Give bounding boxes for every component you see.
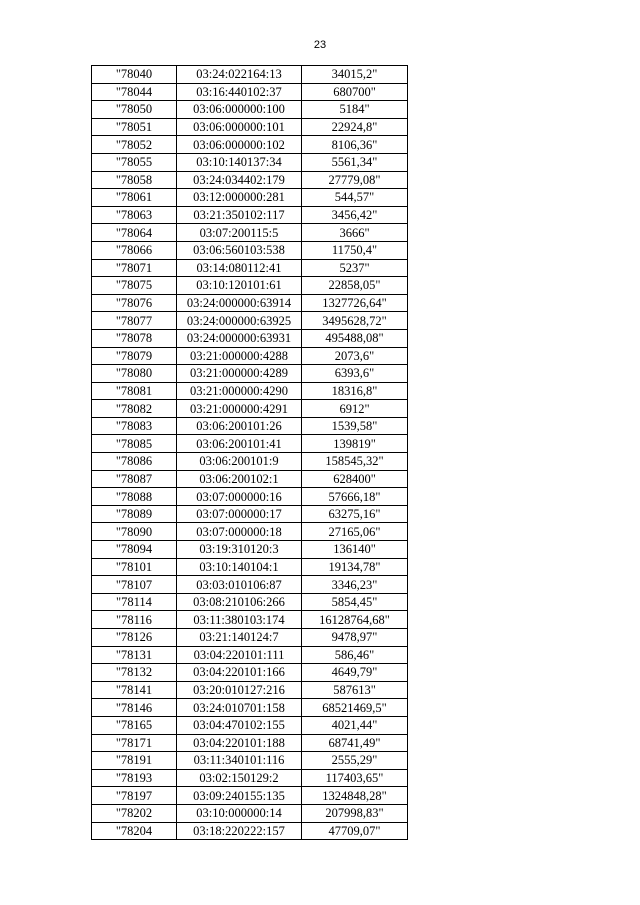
record-id-cell: "78204: [92, 822, 177, 840]
record-id-cell: "78090: [92, 523, 177, 541]
cadastral-number-cell: 03:10:140104:1: [177, 558, 302, 576]
value-cell: 136140": [302, 541, 408, 559]
record-id-cell: "78081: [92, 382, 177, 400]
cadastral-number-cell: 03:02:150129:2: [177, 769, 302, 787]
cadastral-number-cell: 03:04:470102:155: [177, 716, 302, 734]
table-row: [92, 576, 408, 594]
record-id-cell: "78132: [92, 664, 177, 682]
cadastral-number-cell: 03:19:310120:3: [177, 541, 302, 559]
value-cell: 47709,07": [302, 822, 408, 840]
record-id-cell: "78088: [92, 488, 177, 506]
page-number: 23: [313, 39, 327, 51]
value-cell: 158545,32": [302, 453, 408, 471]
table-row: [92, 505, 408, 523]
table-row: [92, 347, 408, 365]
cadastral-number-cell: 03:06:560103:538: [177, 241, 302, 259]
record-id-cell: "78077: [92, 312, 177, 330]
value-cell: 3456,42": [302, 206, 408, 224]
table-row: [92, 716, 408, 734]
value-cell: 1539,58": [302, 417, 408, 435]
table-row: [92, 66, 408, 84]
record-id-cell: "78116: [92, 611, 177, 629]
table-row: [92, 752, 408, 770]
value-cell: 586,46": [302, 646, 408, 664]
cadastral-number-cell: 03:11:380103:174: [177, 611, 302, 629]
record-id-cell: "78076: [92, 294, 177, 312]
table-row: [92, 611, 408, 629]
table-row: [92, 329, 408, 347]
table-row: [92, 646, 408, 664]
value-cell: 3666": [302, 224, 408, 242]
record-id-cell: "78083: [92, 417, 177, 435]
cadastral-number-cell: 03:10:140137:34: [177, 153, 302, 171]
record-id-cell: "78101: [92, 558, 177, 576]
value-cell: 139819": [302, 435, 408, 453]
value-cell: 22858,05": [302, 277, 408, 295]
table-row: [92, 822, 408, 840]
value-cell: 4649,79": [302, 664, 408, 682]
table-row: [92, 118, 408, 136]
value-cell: 2555,29": [302, 752, 408, 770]
value-cell: 207998,83": [302, 804, 408, 822]
record-id-cell: "78064: [92, 224, 177, 242]
record-id-cell: "78146: [92, 699, 177, 717]
value-cell: 27779,08": [302, 171, 408, 189]
table-row: [92, 787, 408, 805]
data-table: [91, 65, 408, 840]
value-cell: 544,57": [302, 189, 408, 207]
value-cell: 6393,6": [302, 365, 408, 383]
value-cell: 5854,45": [302, 593, 408, 611]
table-row: [92, 558, 408, 576]
table-row: [92, 435, 408, 453]
record-id-cell: "78126: [92, 629, 177, 647]
record-id-cell: "78089: [92, 505, 177, 523]
record-id-cell: "78063: [92, 206, 177, 224]
value-cell: 19134,78": [302, 558, 408, 576]
table-row: [92, 681, 408, 699]
record-id-cell: "78071: [92, 259, 177, 277]
value-cell: 4021,44": [302, 716, 408, 734]
record-id-cell: "78131: [92, 646, 177, 664]
cadastral-number-cell: 03:06:000000:100: [177, 101, 302, 119]
record-id-cell: "78197: [92, 787, 177, 805]
record-id-cell: "78107: [92, 576, 177, 594]
cadastral-number-cell: 03:07:000000:18: [177, 523, 302, 541]
record-id-cell: "78078: [92, 329, 177, 347]
value-cell: 5237": [302, 259, 408, 277]
cadastral-number-cell: 03:21:000000:4291: [177, 400, 302, 418]
table-row: [92, 417, 408, 435]
cadastral-number-cell: 03:12:000000:281: [177, 189, 302, 207]
value-cell: 1324848,28": [302, 787, 408, 805]
cadastral-number-cell: 03:06:200101:41: [177, 435, 302, 453]
table-row: [92, 241, 408, 259]
cadastral-number-cell: 03:21:000000:4289: [177, 365, 302, 383]
cadastral-number-cell: 03:20:010127:216: [177, 681, 302, 699]
record-id-cell: "78082: [92, 400, 177, 418]
cadastral-number-cell: 03:21:000000:4290: [177, 382, 302, 400]
record-id-cell: "78050: [92, 101, 177, 119]
cadastral-number-cell: 03:07:000000:17: [177, 505, 302, 523]
cadastral-number-cell: 03:24:000000:63925: [177, 312, 302, 330]
table-row: [92, 136, 408, 154]
table-row: [92, 259, 408, 277]
cadastral-number-cell: 03:03:010106:87: [177, 576, 302, 594]
record-id-cell: "78040: [92, 66, 177, 84]
table-row: [92, 769, 408, 787]
record-id-cell: "78080: [92, 365, 177, 383]
table-row: [92, 206, 408, 224]
record-id-cell: "78075: [92, 277, 177, 295]
cadastral-number-cell: 03:07:200115:5: [177, 224, 302, 242]
value-cell: 5561,34": [302, 153, 408, 171]
record-id-cell: "78061: [92, 189, 177, 207]
cadastral-number-cell: 03:06:200101:26: [177, 417, 302, 435]
value-cell: 628400": [302, 470, 408, 488]
record-id-cell: "78193: [92, 769, 177, 787]
value-cell: 11750,4": [302, 241, 408, 259]
value-cell: 495488,08": [302, 329, 408, 347]
value-cell: 68521469,5": [302, 699, 408, 717]
table-row: [92, 734, 408, 752]
cadastral-number-cell: 03:24:034402:179: [177, 171, 302, 189]
value-cell: 3495628,72": [302, 312, 408, 330]
cadastral-number-cell: 03:06:200102:1: [177, 470, 302, 488]
cadastral-number-cell: 03:14:080112:41: [177, 259, 302, 277]
value-cell: 27165,06": [302, 523, 408, 541]
table-row: [92, 453, 408, 471]
record-id-cell: "78141: [92, 681, 177, 699]
record-id-cell: "78085: [92, 435, 177, 453]
cadastral-number-cell: 03:06:000000:102: [177, 136, 302, 154]
cadastral-number-cell: 03:04:220101:188: [177, 734, 302, 752]
record-id-cell: "78086: [92, 453, 177, 471]
table-row: [92, 83, 408, 101]
table-row: [92, 189, 408, 207]
cadastral-number-cell: 03:21:140124:7: [177, 629, 302, 647]
cadastral-number-cell: 03:21:350102:117: [177, 206, 302, 224]
record-id-cell: "78191: [92, 752, 177, 770]
value-cell: 8106,36": [302, 136, 408, 154]
value-cell: 117403,65": [302, 769, 408, 787]
table-row: [92, 699, 408, 717]
cadastral-number-cell: 03:06:200101:9: [177, 453, 302, 471]
record-id-cell: "78052: [92, 136, 177, 154]
record-id-cell: "78066: [92, 241, 177, 259]
record-id-cell: "78051: [92, 118, 177, 136]
cadastral-number-cell: 03:10:120101:61: [177, 277, 302, 295]
value-cell: 5184": [302, 101, 408, 119]
value-cell: 68741,49": [302, 734, 408, 752]
table-row: [92, 523, 408, 541]
table-row: [92, 804, 408, 822]
value-cell: 3346,23": [302, 576, 408, 594]
cadastral-number-cell: 03:16:440102:37: [177, 83, 302, 101]
record-id-cell: "78202: [92, 804, 177, 822]
cadastral-number-cell: 03:04:220101:166: [177, 664, 302, 682]
record-id-cell: "78087: [92, 470, 177, 488]
record-id-cell: "78171: [92, 734, 177, 752]
table-row: [92, 224, 408, 242]
table-row: [92, 488, 408, 506]
value-cell: 680700": [302, 83, 408, 101]
value-cell: 18316,8": [302, 382, 408, 400]
value-cell: 34015,2": [302, 66, 408, 84]
value-cell: 57666,18": [302, 488, 408, 506]
record-id-cell: "78058: [92, 171, 177, 189]
cadastral-number-cell: 03:08:210106:266: [177, 593, 302, 611]
cadastral-number-cell: 03:11:340101:116: [177, 752, 302, 770]
value-cell: 63275,16": [302, 505, 408, 523]
cadastral-number-cell: 03:24:000000:63931: [177, 329, 302, 347]
value-cell: 9478,97": [302, 629, 408, 647]
table-row: [92, 294, 408, 312]
value-cell: 6912": [302, 400, 408, 418]
cadastral-number-cell: 03:06:000000:101: [177, 118, 302, 136]
table-row: [92, 400, 408, 418]
table-row: [92, 153, 408, 171]
table-row: [92, 277, 408, 295]
table-row: [92, 312, 408, 330]
table-row: [92, 541, 408, 559]
cadastral-number-cell: 03:21:000000:4288: [177, 347, 302, 365]
record-id-cell: "78044: [92, 83, 177, 101]
table-body: [92, 66, 408, 840]
table-row: [92, 365, 408, 383]
table-row: [92, 101, 408, 119]
record-id-cell: "78165: [92, 716, 177, 734]
table-row: [92, 382, 408, 400]
table-row: [92, 470, 408, 488]
cadastral-number-cell: 03:10:000000:14: [177, 804, 302, 822]
record-id-cell: "78094: [92, 541, 177, 559]
cadastral-number-cell: 03:04:220101:111: [177, 646, 302, 664]
table-row: [92, 593, 408, 611]
value-cell: 16128764,68": [302, 611, 408, 629]
cadastral-number-cell: 03:09:240155:135: [177, 787, 302, 805]
value-cell: 587613": [302, 681, 408, 699]
value-cell: 2073,6": [302, 347, 408, 365]
value-cell: 22924,8": [302, 118, 408, 136]
record-id-cell: "78079: [92, 347, 177, 365]
table-row: [92, 629, 408, 647]
cadastral-number-cell: 03:24:000000:63914: [177, 294, 302, 312]
record-id-cell: "78114: [92, 593, 177, 611]
table-row: [92, 664, 408, 682]
cadastral-number-cell: 03:18:220222:157: [177, 822, 302, 840]
record-id-cell: "78055: [92, 153, 177, 171]
table-row: [92, 171, 408, 189]
value-cell: 1327726,64": [302, 294, 408, 312]
cadastral-number-cell: 03:07:000000:16: [177, 488, 302, 506]
cadastral-number-cell: 03:24:010701:158: [177, 699, 302, 717]
cadastral-number-cell: 03:24:022164:13: [177, 66, 302, 84]
